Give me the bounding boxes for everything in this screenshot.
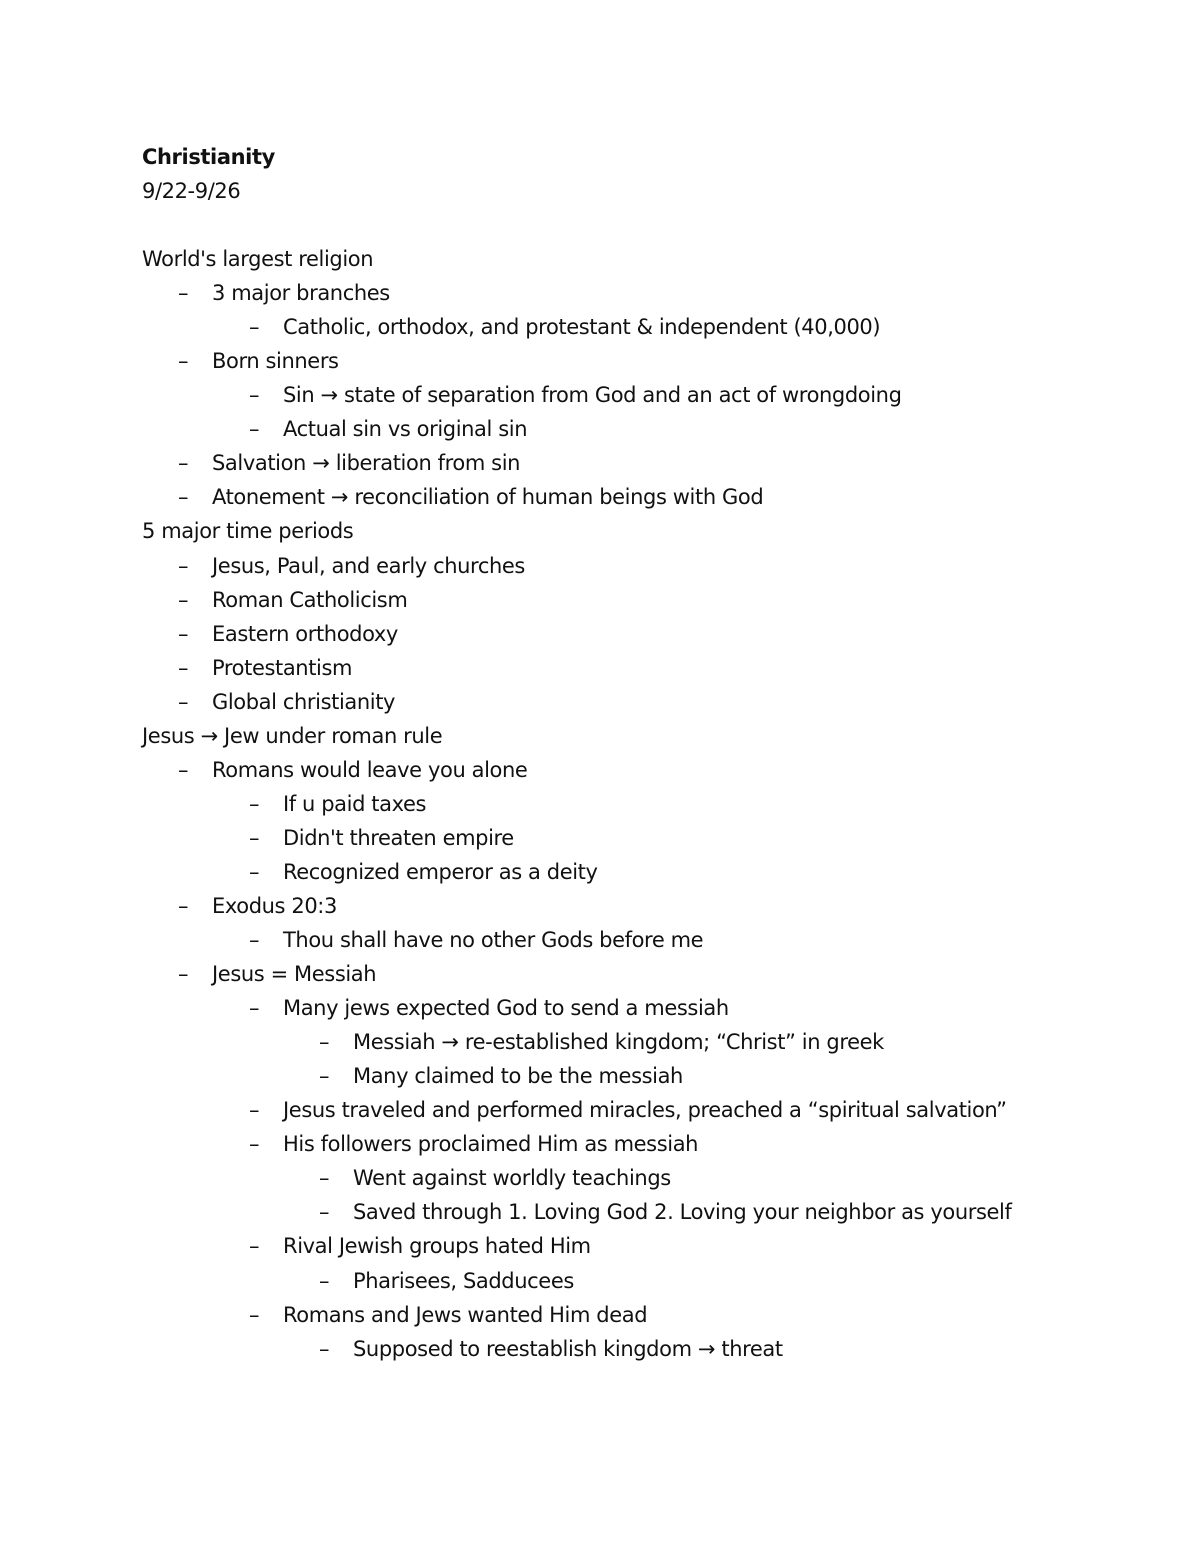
bullet-dash: – bbox=[177, 349, 189, 374]
outline-heading bbox=[142, 719, 1142, 753]
outline-item-text: 3 major branches bbox=[212, 281, 390, 306]
bullet-dash: – bbox=[177, 281, 189, 306]
outline-item-text: Many jews expected God to send a messiah bbox=[283, 996, 729, 1021]
outline-item-text: Sin → state of separation from God and an act of wrongdoing bbox=[283, 383, 902, 408]
bullet-dash: – bbox=[177, 689, 189, 714]
outline-item-text: Rival Jewish groups hated Him bbox=[283, 1234, 591, 1259]
bullet-dash: – bbox=[248, 1098, 260, 1123]
outline-item bbox=[142, 821, 1142, 855]
notes-list bbox=[142, 242, 1142, 1366]
bullet-dash: – bbox=[248, 383, 260, 408]
outline-item-text: Eastern orthodoxy bbox=[212, 621, 398, 646]
outline-item bbox=[142, 1127, 1142, 1161]
note-date-range-text: 9/22-9/26 bbox=[142, 179, 241, 204]
bullet-dash: – bbox=[177, 757, 189, 782]
outline-item bbox=[142, 1093, 1142, 1127]
note-title-text: Christianity bbox=[142, 145, 275, 169]
outline-item bbox=[142, 651, 1142, 685]
bullet-dash: – bbox=[248, 315, 260, 340]
bullet-dash: – bbox=[318, 1268, 330, 1293]
outline-item bbox=[142, 446, 1142, 480]
note-title bbox=[142, 140, 1142, 174]
outline-item bbox=[142, 1229, 1142, 1263]
outline-item-text: 5 major time periods bbox=[142, 519, 354, 544]
outline-item bbox=[142, 1059, 1142, 1093]
outline-item-text: Didn't threaten empire bbox=[283, 825, 514, 850]
blank-line bbox=[142, 208, 1142, 242]
outline-item bbox=[142, 787, 1142, 821]
outline-item bbox=[142, 344, 1142, 378]
bullet-dash: – bbox=[248, 996, 260, 1021]
bullet-dash: – bbox=[248, 1302, 260, 1327]
outline-item-text: World's largest religion bbox=[142, 247, 374, 272]
outline-heading bbox=[142, 514, 1142, 548]
bullet-dash: – bbox=[248, 859, 260, 884]
bullet-dash: – bbox=[177, 962, 189, 987]
outline-heading bbox=[142, 242, 1142, 276]
outline-item-text: Salvation → liberation from sin bbox=[212, 451, 521, 476]
outline-item-text: His followers proclaimed Him as messiah bbox=[283, 1132, 699, 1157]
outline-item-text: Romans and Jews wanted Him dead bbox=[283, 1302, 648, 1327]
outline-item bbox=[142, 685, 1142, 719]
outline-item-text: Saved through 1. Loving God 2. Loving your neighbor as yourself bbox=[353, 1200, 1012, 1225]
outline-item-text: If u paid taxes bbox=[283, 791, 427, 816]
outline-item-text: Messiah → re-established kingdom; “Christ” in greek bbox=[353, 1030, 884, 1055]
bullet-dash: – bbox=[318, 1064, 330, 1089]
outline-item-text: Jesus → Jew under roman rule bbox=[142, 723, 443, 748]
bullet-dash: – bbox=[177, 655, 189, 680]
outline-item-text: Many claimed to be the messiah bbox=[353, 1064, 683, 1089]
outline-item bbox=[142, 1195, 1142, 1229]
bullet-dash: – bbox=[177, 451, 189, 476]
outline-item bbox=[142, 276, 1142, 310]
outline-item-text: Romans would leave you alone bbox=[212, 757, 528, 782]
outline-item bbox=[142, 991, 1142, 1025]
outline-item-text: Atonement → reconciliation of human beings with God bbox=[212, 485, 764, 510]
outline-item-text: Went against worldly teachings bbox=[353, 1166, 671, 1191]
outline-item-text: Protestantism bbox=[212, 655, 353, 680]
outline-item bbox=[142, 412, 1142, 446]
outline-item-text: Jesus, Paul, and early churches bbox=[212, 553, 525, 578]
outline-item-text: Global christianity bbox=[212, 689, 396, 714]
outline-item bbox=[142, 310, 1142, 344]
outline-item bbox=[142, 1025, 1142, 1059]
outline-item-text: Born sinners bbox=[212, 349, 339, 374]
outline-item bbox=[142, 1332, 1142, 1366]
bullet-dash: – bbox=[318, 1166, 330, 1191]
outline-item-text: Recognized emperor as a deity bbox=[283, 859, 598, 884]
outline-item-text: Jesus traveled and performed miracles, preached a “spiritual salvation” bbox=[283, 1098, 1007, 1123]
outline-item-text: Jesus = Messiah bbox=[212, 962, 377, 987]
bullet-dash: – bbox=[318, 1200, 330, 1225]
outline-item-text: Roman Catholicism bbox=[212, 587, 408, 612]
outline-item bbox=[142, 889, 1142, 923]
outline-item-text: Supposed to reestablish kingdom → threat bbox=[353, 1336, 783, 1361]
bullet-dash: – bbox=[318, 1030, 330, 1055]
outline-item bbox=[142, 1264, 1142, 1298]
bullet-dash: – bbox=[248, 928, 260, 953]
bullet-dash: – bbox=[177, 553, 189, 578]
notes-page bbox=[142, 140, 1142, 1366]
outline-item bbox=[142, 1161, 1142, 1195]
bullet-dash: – bbox=[248, 417, 260, 442]
bullet-dash: – bbox=[177, 893, 189, 918]
bullet-dash: – bbox=[248, 825, 260, 850]
note-date-range bbox=[142, 174, 1142, 208]
outline-item bbox=[142, 549, 1142, 583]
outline-item-text: Thou shall have no other Gods before me bbox=[283, 928, 704, 953]
outline-item bbox=[142, 480, 1142, 514]
outline-item bbox=[142, 923, 1142, 957]
outline-item bbox=[142, 753, 1142, 787]
bullet-dash: – bbox=[177, 485, 189, 510]
bullet-dash: – bbox=[248, 791, 260, 816]
outline-item-text: Exodus 20:3 bbox=[212, 893, 337, 918]
outline-item bbox=[142, 617, 1142, 651]
outline-item-text: Actual sin vs original sin bbox=[283, 417, 528, 442]
outline-item bbox=[142, 1298, 1142, 1332]
bullet-dash: – bbox=[248, 1234, 260, 1259]
bullet-dash: – bbox=[177, 621, 189, 646]
outline-item bbox=[142, 957, 1142, 991]
bullet-dash: – bbox=[248, 1132, 260, 1157]
outline-item bbox=[142, 855, 1142, 889]
bullet-dash: – bbox=[177, 587, 189, 612]
outline-item-text: Catholic, orthodox, and protestant & independent (40,000) bbox=[283, 315, 881, 340]
outline-item bbox=[142, 378, 1142, 412]
outline-item bbox=[142, 583, 1142, 617]
outline-item-text: Pharisees, Sadducees bbox=[353, 1268, 574, 1293]
bullet-dash: – bbox=[318, 1336, 330, 1361]
